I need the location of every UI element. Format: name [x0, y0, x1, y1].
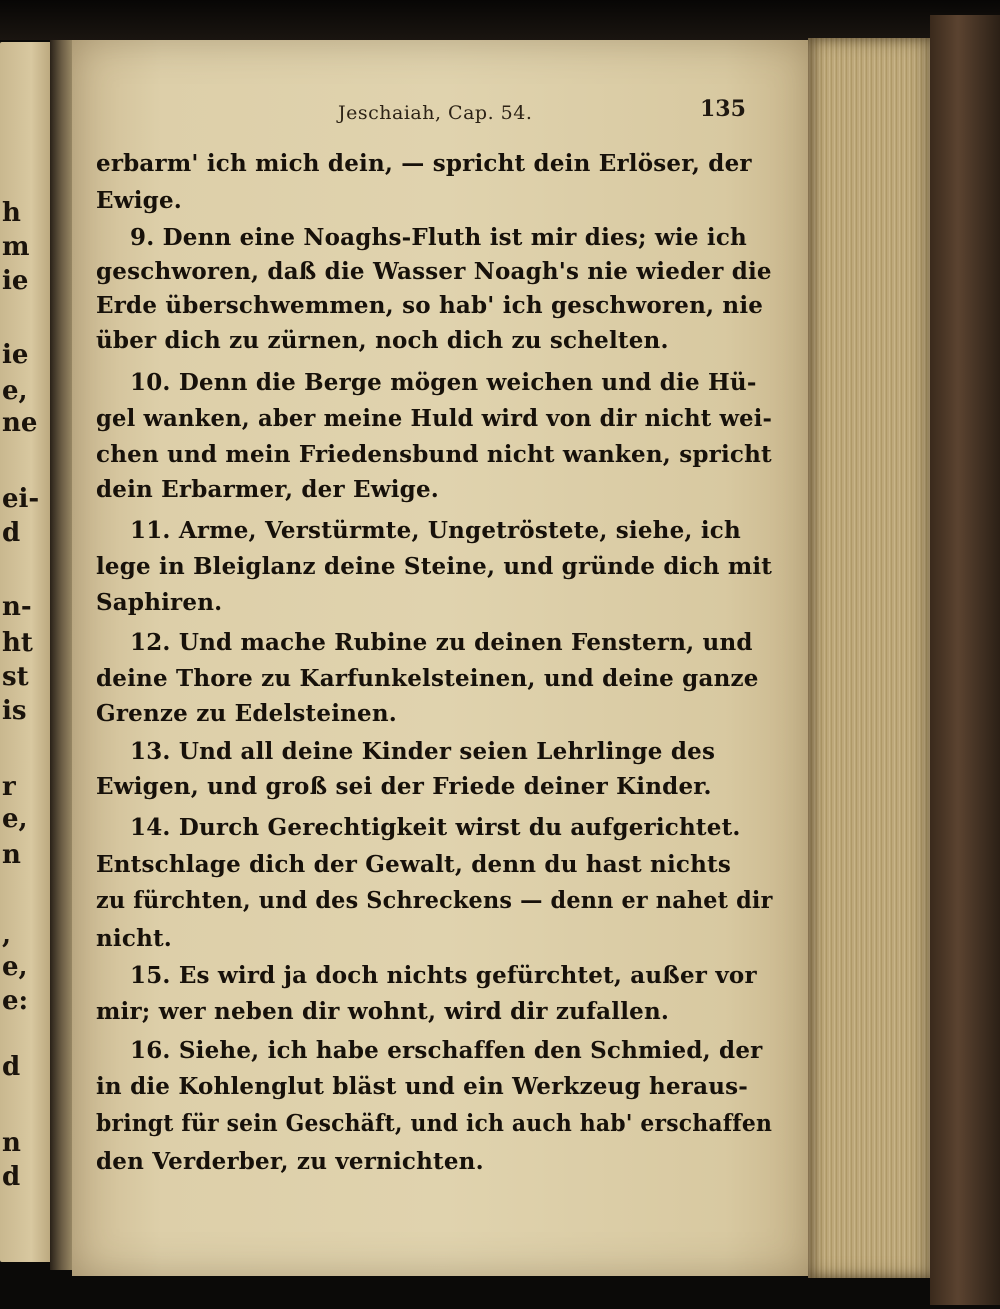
text-line: erbarm' ich mich dein, — spricht dein Erlöser, der	[96, 150, 752, 177]
previous-page-fragment: ne	[2, 408, 38, 438]
previous-page-fragment: ie	[2, 266, 29, 296]
previous-page-fragment: d	[2, 518, 21, 548]
previous-page-fragment: ei-	[2, 484, 40, 514]
text-line: über dich zu zürnen, noch dich zu schelten.	[96, 327, 669, 354]
previous-page-fragment: e,	[2, 804, 28, 834]
previous-page-fragment: d	[2, 1052, 21, 1082]
text-line: Ewigen, und groß sei der Friede deiner Kinder.	[96, 773, 712, 800]
text-line: 15. Es wird ja doch nichts gefürchtet, außer vor	[130, 962, 757, 989]
text-line: den Verderber, zu vernichten.	[96, 1148, 484, 1175]
previous-page-fragment: m	[2, 232, 30, 262]
text-line: in die Kohlenglut bläst und ein Werkzeug heraus-	[96, 1073, 749, 1100]
text-line: Saphiren.	[96, 589, 223, 616]
text-line: geschworen, daß die Wasser Noagh's nie wieder die	[96, 258, 772, 285]
text-line: lege in Bleiglanz deine Steine, und gründe dich mit	[96, 553, 773, 580]
previous-page-fragment: d	[2, 1162, 21, 1192]
text-line: Grenze zu Edelsteinen.	[96, 700, 398, 727]
previous-page-fragment: n-	[2, 592, 32, 622]
previous-page-fragment: r	[2, 772, 16, 802]
previous-page-fragment: e,	[2, 376, 28, 406]
text-line: zu fürchten, und des Schreckens — denn er nahet dir	[96, 887, 773, 914]
text-line: Entschlage dich der Gewalt, denn du hast nichts	[96, 851, 732, 878]
cover-top-edge	[0, 0, 1000, 40]
book-cover-edge	[930, 15, 1000, 1305]
previous-page-fragment: ie	[2, 340, 29, 370]
page-edges-block	[808, 38, 938, 1278]
page-number: 135	[700, 96, 746, 122]
text-line: deine Thore zu Karfunkelsteinen, und deine ganze	[96, 665, 759, 692]
text-line: Erde überschwemmen, so hab' ich geschworen, nie	[96, 292, 764, 319]
text-line: 10. Denn die Berge mögen weichen und die Hü-	[130, 369, 757, 396]
previous-page-fragment: is	[2, 696, 27, 726]
text-line: 16. Siehe, ich habe erschaffen den Schmied, der	[130, 1037, 763, 1064]
text-line: mir; wer neben dir wohnt, wird dir zufallen.	[96, 998, 670, 1025]
text-line: 9. Denn eine Noaghs-Fluth ist mir dies; wie ich	[130, 224, 747, 251]
previous-page-fragment: ht	[2, 628, 33, 658]
text-line: gel wanken, aber meine Huld wird von dir nicht wei-	[96, 405, 773, 432]
text-line: bringt für sein Geschäft, und ich auch hab' erschaffen	[96, 1110, 773, 1137]
text-line: 14. Durch Gerechtigkeit wirst du aufgerichtet.	[130, 814, 741, 841]
previous-page-fragment: h	[2, 198, 21, 228]
previous-page-fragment: st	[2, 662, 29, 692]
running-header-title: Jeschaiah, Cap. 54.	[338, 102, 533, 124]
text-line: 13. Und all deine Kinder seien Lehrlinge des	[130, 738, 716, 765]
previous-page-fragment: n	[2, 840, 21, 870]
previous-page-fragment: e:	[2, 986, 29, 1016]
text-line: dein Erbarmer, der Ewige.	[96, 476, 439, 503]
previous-page-fragment: e,	[2, 952, 28, 982]
previous-page-fragment: n	[2, 1128, 21, 1158]
previous-page-edge	[0, 42, 52, 1262]
text-line: 11. Arme, Verstürmte, Ungetröstete, siehe, ich	[130, 517, 741, 544]
text-line: nicht.	[96, 925, 173, 952]
text-line: Ewige.	[96, 187, 182, 214]
previous-page-fragment: ,	[2, 920, 12, 950]
text-line: chen und mein Friedensbund nicht wanken, spricht	[96, 441, 772, 468]
text-line: 12. Und mache Rubine zu deinen Fenstern, und	[130, 629, 753, 656]
